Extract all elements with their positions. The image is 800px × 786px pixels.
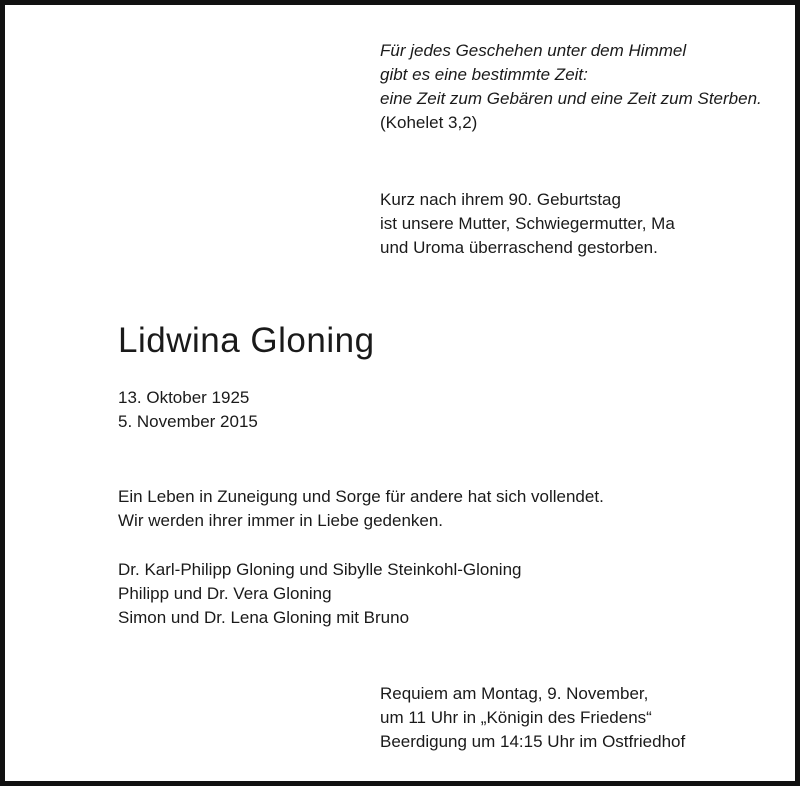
birth-date: 13. Oktober 1925 (118, 388, 250, 407)
deceased-name: Lidwina Gloning (118, 321, 375, 360)
family-member-line: Dr. Karl-Philipp Gloning und Sibylle Steinkohl-Gloning (118, 560, 522, 579)
family-signatures (118, 558, 522, 630)
service-line: Beerdigung um 14:15 Uhr im Ostfriedhof (380, 732, 686, 751)
tribute-text (118, 485, 604, 533)
announcement-line: ist unsere Mutter, Schwiegermutter, Ma (380, 214, 675, 233)
quote-line: eine Zeit zum Gebären und eine Zeit zum Sterben. (380, 89, 762, 108)
bible-quote (380, 39, 762, 135)
announcement-line: und Uroma überraschend gestorben. (380, 238, 658, 257)
service-line: Requiem am Montag, 9. November, (380, 684, 649, 703)
death-announcement (380, 188, 675, 260)
tribute-line: Ein Leben in Zuneigung und Sorge für andere hat sich vollendet. (118, 487, 604, 506)
tribute-line: Wir werden ihrer immer in Liebe gedenken. (118, 511, 444, 530)
quote-line: Für jedes Geschehen unter dem Himmel (380, 41, 687, 60)
family-member-line: Philipp und Dr. Vera Gloning (118, 584, 332, 603)
life-dates (118, 386, 258, 434)
quote-line: gibt es eine bestimmte Zeit: (380, 65, 588, 84)
quote-reference: (Kohelet 3,2) (380, 113, 478, 132)
service-line: um 11 Uhr in „Königin des Friedens“ (380, 708, 652, 727)
family-member-line: Simon und Dr. Lena Gloning mit Bruno (118, 608, 410, 627)
announcement-line: Kurz nach ihrem 90. Geburtstag (380, 190, 621, 209)
death-date: 5. November 2015 (118, 412, 258, 431)
funeral-service-info (380, 682, 685, 754)
